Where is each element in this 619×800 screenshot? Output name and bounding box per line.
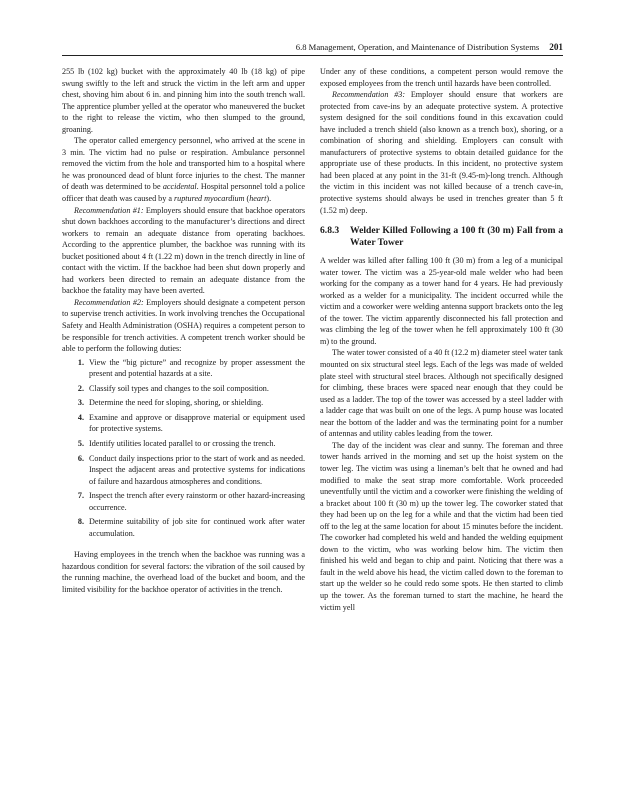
recommendation-text: Employers should ensure that backhoe operators shut down backhoes according to the manufacturer’s directions and direct workers to remain an adequate distance from operating backhoes. According to the apprentice plumber, the backhoe was running with its bucket positioned about 4 ft (1.22 m) down in the trench directly in line of contact with the victim. If the backhoe had been shut down properly and had workers been directed to remain an adequate distance from the backhoe the fatality may have been averted.	[62, 205, 305, 296]
header-rule	[62, 55, 563, 56]
paragraph: The water tower consisted of a 40 ft (12.2 m) diameter steel water tank mounted on six structural steel legs. Each of the legs was made of welded plate steel with structural steel braces. Although not specifically designed for climbing, these braces were spaced near enough that they could be used as a ladder. The top of the tower was accessed by a steel ladder with a ladder cage that was built on one of the legs. A pump house was located near the bottom of the ladder and was the terminating point for a number of antennas and utility cables leading from the tower.	[320, 348, 563, 439]
item-text: Determine the need for sloping, shoring, or shielding.	[89, 398, 264, 408]
paragraph: The day of the incident was clear and sunny. The foreman and three tower hands arrived in the morning and set up the hoist system on the tower leg. The victim was using a lineman’s belt that he owned and had modified to make the seat strap more comfortable. Work proceeded uneventfully until the victim and a coworker were finishing the welding of a bracket about 100 ft (30 m) up the tower leg. The coworker stated that they had been up on the leg for a while and that the victim had been tied off to the leg at the same location for about 15 minutes before the incident. The coworker had completed his weld and handed the welding equipment down to the victim, who was working below him. The victim then finished his weld and began to chip and paint. Noticing that there was a fault in the weld above his head, the victim called down to the foreman to start up the welder so he could redo some spots. He then started to climb up the tower. As the foreman turned to start the machine, he heard the victim yell	[320, 440, 563, 612]
item-text: View the “big picture” and recognize by proper assessment the present and potential hazards at a site.	[89, 357, 305, 379]
text-run: . Hospital personnel told a police officer that death was caused by a	[62, 182, 305, 204]
item-number: 5.	[77, 438, 84, 448]
recommendation-label: Recommendation #1:	[74, 205, 144, 215]
item-number: 2.	[77, 383, 84, 393]
item-number: 1.	[77, 357, 84, 367]
item-number: 4.	[77, 412, 84, 422]
paragraph: Under any of these conditions, a competent person would remove the exposed employees from the trench until hazards have been controlled.	[320, 67, 563, 88]
paragraph: A welder was killed after falling 100 ft (30 m) from a leg of a municipal water tower. The victim was a 25-year-old male welder who had been working for the company as a tower hand for 4 years. He had previously worked as a welder for a municipality. The incident occurred while the victim and a coworker were welding antenna support brackets onto the leg of the tower. The victim apparently disconnected his fall protection and was climbing the leg of the tower when he fell approximately 100 ft (30 m) to the ground.	[320, 256, 563, 346]
list-item	[62, 412, 305, 435]
italic-term: accidental	[162, 182, 197, 192]
running-header	[62, 40, 563, 54]
paragraph: The operator called emergency personnel, who arrived at the scene in 3 min. The victim had no pulse or respiration. Ambulance personnel removed the victim from the hole and transported him to a hospital where he was pronounced dead of blunt force injuries to the chest. The manner of death was determined to be accidental. Hospital personnel told a police officer that death was caused by a ruptured myocardium (heart).	[62, 136, 305, 204]
list-item	[62, 438, 305, 450]
list-item	[62, 516, 305, 539]
recommendation-1	[62, 205, 305, 297]
list-item	[62, 453, 305, 488]
recommendation-2	[62, 297, 305, 355]
item-number: 7.	[77, 491, 84, 501]
section-number: 6.8.3	[320, 225, 340, 237]
recommendation-label: Recommendation #3:	[332, 90, 406, 100]
item-number: 6.	[77, 453, 84, 463]
section-title: Welder Killed Following a 100 ft (30 m) Fall from a Water Tower	[350, 225, 563, 249]
list-item	[62, 397, 305, 409]
item-text: Classify soil types and changes to the soil composition.	[89, 383, 269, 393]
paragraph: Having employees in the trench when the backhoe was running was a hazardous condition for several factors: the vibration of the soil caused by the running machine, the overhead load of the bucket and boom, and the limited visibility for the backhoe operator of activities in the trench.	[62, 550, 305, 594]
item-number: 8.	[77, 517, 84, 527]
item-number: 3.	[77, 398, 84, 408]
item-text: Inspect the trench after every rainstorm or other hazard-increasing occurrence.	[89, 491, 305, 512]
recommendation-text: Employers should designate a competent person to supervise trench activities. In work involving trenches the Occupational Safety and Health Administration (OSHA) requires a competent person to be responsible for trench activities. A competent trench worker should be able to perform the following duties:	[62, 297, 305, 354]
left-column	[62, 66, 305, 766]
list-item	[62, 357, 305, 380]
duties-list	[62, 357, 305, 540]
running-title: 6.8 Management, Operation, and Maintenance of Distribution Systems	[295, 42, 540, 52]
item-text: Determine suitability of job site for continued work after water accumulation.	[89, 517, 305, 538]
recommendation-3	[320, 89, 563, 216]
text-run: The operator called emergency personnel, who arrived at the scene in 3 min. The victim had no pulse or respiration. Ambulance personnel removed the victim from the hole and transported him to a hospital where he was pronounced dead of blunt force injuries to the chest. The manner of death was determined to be	[62, 136, 305, 192]
italic-term: heart	[249, 194, 267, 204]
item-text: Identify utilities located parallel to or crossing the trench.	[89, 438, 276, 448]
right-column	[320, 66, 563, 766]
page-number: 201	[549, 42, 563, 52]
item-text: Examine and approve or disapprove material or equipment used for protective systems.	[89, 412, 305, 434]
list-item	[62, 490, 305, 513]
recommendation-label: Recommendation #2:	[74, 297, 144, 307]
list-item	[62, 383, 305, 395]
recommendation-text: Employer should ensure that workers are protected from cave-ins by an adequate protective system. A protective system designed for the soil conditions found in this excavation could have included a trench shield (also known as a trench box), shoring, or a combination of shoring and shielding. Employers can consult with manufacturers of protective systems to obtain detailed guidance for the appropriate use of these products. In this incident, no protective system had been placed at any point in the 31-ft (9.45-m)-long trench. Although the victim in this incident was not killed because of a trench cave-in, protective systems should always be used in trenches greater than 5 ft (1.52 m) deep.	[320, 90, 563, 215]
paragraph: 255 lb (102 kg) bucket with the approximately 40 lb (18 kg) of pipe swung swiftly to the left and struck the victim in the left arm and upper chest, shoving him about 6 in. and pinning him into the south trench wall. The apprentice plumber yelled at the operator who maneuvered the bucket to the right to release the victim, who then slumped to the ground, groaning.	[62, 67, 305, 134]
section-heading	[320, 225, 563, 249]
item-text: Conduct daily inspections prior to the start of work and as needed. Inspect the adjacent areas and protective systems for indications of failure and hazardous atmospheres and conditions.	[89, 453, 305, 486]
italic-term: ruptured myocardium	[173, 194, 245, 204]
